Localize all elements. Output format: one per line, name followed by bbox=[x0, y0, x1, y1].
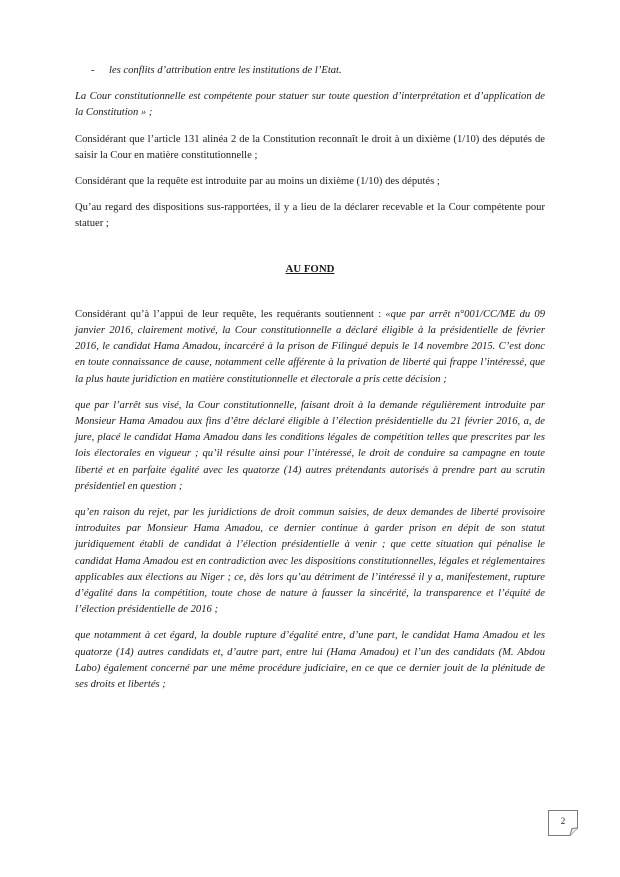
paragraph-requete: Considérant que la requête est introduite par au moins un dixième (1/10) des députés ; bbox=[75, 176, 440, 188]
paragraph-recevable: Qu’au regard des dispositions sus-rapportées, il y a lieu de la déclarer recevable et la Cour compétente pour statuer ; bbox=[75, 202, 545, 230]
paragraph-arret: que par l’arrêt sus visé, la Cour constitutionnelle, faisant droit à la demande régulièrement introduite par Monsieur Hama Amadou aux fins d’être déclaré éligible à l’élection présidentielle du 21 février 2016, a, de jure, placé le candidat Hama Amadou dans les conditions légales de compétition telles que prescrites par les lois électorales en vigueur ; qu’il résulte ainsi pour l’intéressé, le droit de conduire sa campagne en toute liberté et en parfaite égalité avec les quatorze (14) autres prétendants autorisés à prendre part au scrutin présidentiel en question ; bbox=[75, 399, 545, 492]
document-body bbox=[75, 63, 545, 703]
list-item-text: les conflits d’attribution entre les institutions de l’Etat. bbox=[109, 65, 342, 76]
page-number: 2 bbox=[560, 816, 566, 826]
paragraph-requerants bbox=[75, 307, 545, 388]
paragraph-rupture: que notamment à cet égard, la double rupture d’égalité entre, d’une part, le candidat Hama Amadou et les quatorze (14) autres candidats et, d’autre part, entre lui (Hama Amadou) et l’un des candidats (M. Abdou Labo) également concerné par une même procédure judiciaire, en ce que ce dernier jouit de la plénitude de ses droits et libertés ; bbox=[75, 630, 545, 691]
paragraph-quote: «que par arrêt n°001/CC/ME du 09 janvier 2016, clairement motivé, la Cour constitutionnelle a déclaré éligible à la présidentielle de février 2016, le candidat Hama Amadou, incarcéré à la prison de Filingué depuis le 14 novembre 2015. C’est donc en toute connaissance de cause, notamment celle afférente à la privation de liberté qui frappe l’intéressé, que la plus haute juridiction en matière constitutionnelle et électorale a pris cette décision ; bbox=[75, 308, 545, 385]
page-number-box bbox=[548, 810, 582, 837]
paragraph-lead: Considérant qu’à l’appui de leur requête, les requérants soutiennent : bbox=[75, 308, 386, 320]
paragraph-competence: La Cour constitutionnelle est compétente pour statuer sur toute question d’interprétation et d’application de la Constitution » ; bbox=[75, 91, 545, 119]
list-dash: - bbox=[91, 65, 95, 76]
list-item bbox=[75, 63, 545, 79]
paragraph-rejet: qu’en raison du rejet, par les juridictions de droit commun saisies, de deux demandes de liberté provisoire introduites par Monsieur Hama Amadou, ce dernier continue à garder prison en dépit de son statut juridiquement établi de candidat à l’élection présidentielle à venir ; que cette situation qui pénalise le candidat Hama Amadou est en contradiction avec les dispositions constitutionnelles, légales et réglementaires applicables aux élections au Niger ; ce, dès lors qu’au détriment de l’intéressé il y a, manifestement, rupture d’égalité dans la compétition, toute chose de nature à fausser la sincérité, la transparence et l’équité de l’élection présidentielle de 2016 ; bbox=[75, 507, 545, 616]
section-heading: AU FOND bbox=[285, 262, 335, 275]
paragraph-article-131: Considérant que l’article 131 alinéa 2 de la Constitution reconnaît le droit à un dixième (1/10) des députés de saisir la Cour en matière constitutionnelle ; bbox=[75, 133, 545, 161]
